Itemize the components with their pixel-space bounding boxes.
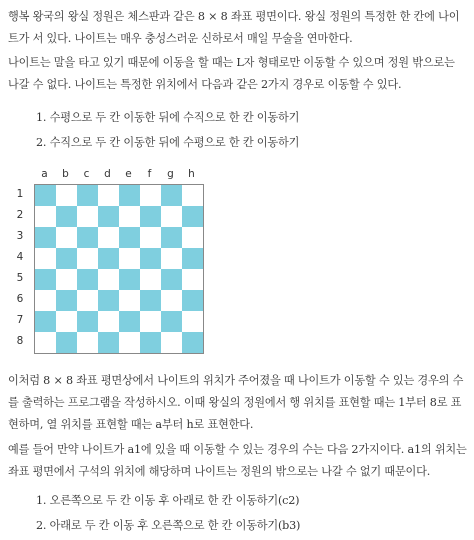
board-square-b2 (56, 206, 77, 227)
board-square-h8 (182, 332, 203, 353)
board-square-e4 (119, 248, 140, 269)
movement-paragraph: 나이트는 말을 타고 있기 때문에 이동을 할 때는 L자 형태로만 이동할 수 있으며 정원 밖으로는 나갈 수 없다. 나이트는 특정한 위치에서 다음과 같은 2가지 경우로 이동할 수 있다. (8, 56, 455, 91)
board-square-d3 (98, 227, 119, 248)
board-square-b5 (56, 269, 77, 290)
board-square-c1 (77, 185, 98, 206)
row-label-7: 7 (16, 314, 24, 326)
board-square-b4 (56, 248, 77, 269)
board-square-c7 (77, 311, 98, 332)
board-square-c3 (77, 227, 98, 248)
board-square-a5 (35, 269, 56, 290)
board-square-e6 (119, 290, 140, 311)
board-square-f4 (140, 248, 161, 269)
board-square-g2 (161, 206, 182, 227)
example-paragraph: 예를 들어 만약 나이트가 a1에 있을 때 이동할 수 있는 경우의 수는 다음 2가지이다. a1의 위치는 좌표 평면에서 구석의 위치에 해당하며 나이트는 정원의 밖으로는 나갈 수 없기 때문이다. (8, 443, 467, 478)
board-square-h3 (182, 227, 203, 248)
board-square-e5 (119, 269, 140, 290)
intro-paragraph: 행복 왕국의 왕실 정원은 체스판과 같은 8 × 8 좌표 평면이다. 왕실 정원의 특정한 한 칸에 나이트가 서 있다. 나이트는 매우 충성스러운 신하로서 매일 무술을 연마한다. (8, 10, 460, 45)
board-square-g6 (161, 290, 182, 311)
board-square-a7 (35, 311, 56, 332)
board-square-f1 (140, 185, 161, 206)
board-square-g3 (161, 227, 182, 248)
board-square-d4 (98, 248, 119, 269)
column-label-c: c (83, 168, 90, 180)
row-label-6: 6 (16, 293, 24, 305)
board-square-e2 (119, 206, 140, 227)
board-square-a8 (35, 332, 56, 353)
board-square-f2 (140, 206, 161, 227)
row-label-5: 5 (16, 272, 24, 284)
board-square-f7 (140, 311, 161, 332)
board-square-e1 (119, 185, 140, 206)
column-label-g: g (167, 168, 174, 180)
board-square-h5 (182, 269, 203, 290)
board-square-d2 (98, 206, 119, 227)
board-square-h2 (182, 206, 203, 227)
board-square-f8 (140, 332, 161, 353)
board-square-d6 (98, 290, 119, 311)
board-square-e7 (119, 311, 140, 332)
row-label-1: 1 (16, 188, 24, 200)
board-square-a3 (35, 227, 56, 248)
column-label-b: b (62, 168, 69, 180)
board-square-g5 (161, 269, 182, 290)
column-label-h: h (188, 168, 195, 180)
board-square-c4 (77, 248, 98, 269)
board-square-h6 (182, 290, 203, 311)
example-move-1: 1. 오른쪽으로 두 칸 이동 후 아래로 한 칸 이동하기(c2) (36, 494, 300, 507)
board-square-b6 (56, 290, 77, 311)
row-label-3: 3 (16, 230, 24, 242)
column-label-e: e (125, 168, 132, 180)
board-square-g7 (161, 311, 182, 332)
board-square-c5 (77, 269, 98, 290)
board-square-c6 (77, 290, 98, 311)
board-square-d5 (98, 269, 119, 290)
board-square-a2 (35, 206, 56, 227)
board-square-e3 (119, 227, 140, 248)
board-square-g4 (161, 248, 182, 269)
board-square-b7 (56, 311, 77, 332)
task-paragraph: 이처럼 8 × 8 좌표 평면상에서 나이트의 위치가 주어졌을 때 나이트가 이동할 수 있는 경우의 수를 출력하는 프로그램을 작성하시오. 이때 왕실의 정원에서 행 위치를 표현할 때는 1부터 8로 표현하며, 열 위치를 표현할 때는 a부터 h로 표현한다. (8, 374, 464, 431)
board-square-h1 (182, 185, 203, 206)
row-label-8: 8 (16, 335, 24, 347)
board-square-a1 (35, 185, 56, 206)
board-square-d1 (98, 185, 119, 206)
board-square-d7 (98, 311, 119, 332)
column-label-a: a (41, 168, 48, 180)
board-square-g1 (161, 185, 182, 206)
board-square-b8 (56, 332, 77, 353)
move-rule-1: 1. 수평으로 두 칸 이동한 뒤에 수직으로 한 칸 이동하기 (36, 111, 300, 124)
example-move-2: 2. 아래로 두 칸 이동 후 오른쪽으로 한 칸 이동하기(b3) (36, 519, 301, 532)
row-label-2: 2 (16, 209, 24, 221)
board-square-a6 (35, 290, 56, 311)
board-square-h4 (182, 248, 203, 269)
column-label-f: f (147, 168, 152, 180)
board-square-c8 (77, 332, 98, 353)
board-square-f3 (140, 227, 161, 248)
board-square-d8 (98, 332, 119, 353)
board-square-g8 (161, 332, 182, 353)
board-square-a4 (35, 248, 56, 269)
board-square-b3 (56, 227, 77, 248)
board-square-b1 (56, 185, 77, 206)
board-square-e8 (119, 332, 140, 353)
board-square-f6 (140, 290, 161, 311)
chess-board (34, 184, 204, 354)
board-square-c2 (77, 206, 98, 227)
column-label-d: d (104, 168, 111, 180)
row-label-4: 4 (16, 251, 24, 263)
move-rule-2: 2. 수직으로 두 칸 이동한 뒤에 수평으로 한 칸 이동하기 (36, 136, 300, 149)
board-square-h7 (182, 311, 203, 332)
board-square-f5 (140, 269, 161, 290)
